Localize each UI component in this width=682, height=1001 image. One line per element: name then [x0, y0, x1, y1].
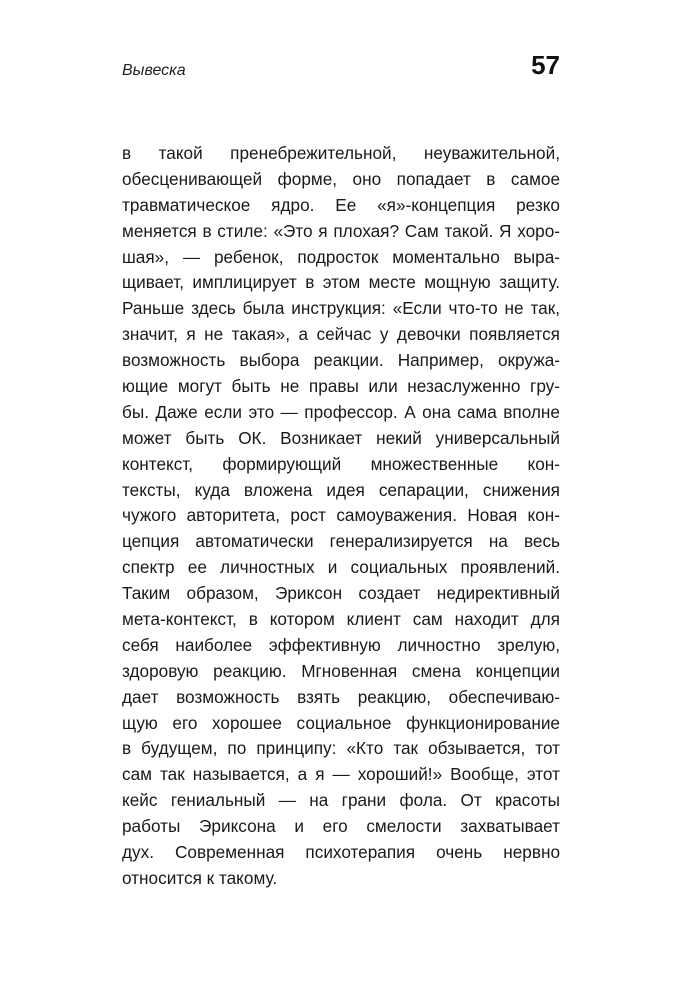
text-line: щую его хорошее социальное функционирование: [122, 712, 560, 733]
text-line: Раньше здесь была инструкция: «Если что-то не так,: [122, 298, 560, 319]
text-line: бы. Даже если это — профессор. А она сама вполне: [122, 401, 560, 422]
running-head: Вывеска: [122, 62, 186, 79]
text-line: цепция автоматически генерализируется на весь: [122, 531, 560, 552]
text-line: спектр ее личностных и социальных проявлений.: [122, 557, 560, 578]
text-line: меняется в стиле: «Это я плохая? Сам такой. Я хоро-: [122, 220, 560, 241]
text-line: в такой пренебрежительной, неуважительной,: [122, 143, 560, 163]
text-line: здоровую реакцию. Мгновенная смена концепции: [122, 660, 560, 681]
text-line: чужого авторитета, рост самоуважения. Новая кон-: [122, 505, 560, 526]
text-line: сам так называется, а я — хороший!» Вообще, этот: [122, 764, 560, 785]
text-line: дает возможность взять реакцию, обеспечиваю-: [122, 686, 560, 707]
text-line: обесценивающей форме, оно попадает в самое: [122, 168, 560, 189]
text-line: ющие могут быть не правы или незаслуженно гру-: [122, 376, 560, 397]
text-line: возможность выбора реакции. Например, окружа-: [122, 350, 560, 371]
text-line: дух. Современная психотерапия очень нервно: [122, 842, 560, 863]
text-line: щивает, имплицирует в этом месте мощную защиту.: [122, 272, 560, 293]
text-line: травматическое ядро. Ее «я»-концепция резко: [122, 194, 560, 215]
body-text: [122, 141, 560, 892]
text-line: Таким образом, Эриксон создает недирективный: [122, 583, 560, 604]
text-line: шая», — ребенок, подросток моментально выра-: [122, 246, 560, 267]
text-line: кейс гениальный — на грани фола. От красоты: [122, 790, 560, 811]
text-line: может быть ОК. Возникает некий универсальный: [122, 427, 560, 448]
page-number: 57: [531, 50, 560, 80]
text-line: в будущем, по принципу: «Кто так обзывается, тот: [122, 738, 560, 759]
text-line: тексты, куда вложена идея сепарации, снижения: [122, 479, 560, 500]
text-line: контекст, формирующий множественные кон-: [122, 453, 560, 474]
text-line: мета-контекст, в котором клиент сам находит для: [122, 609, 560, 630]
text-line: себя наиболее эффективную личностно зрелую,: [122, 634, 560, 655]
text-line: значит, я не такая», а сейчас у девочки появляется: [122, 324, 560, 345]
text-line: работы Эриксона и его смелости захватывает: [122, 816, 560, 837]
text-line: относится к такому.: [122, 867, 278, 888]
